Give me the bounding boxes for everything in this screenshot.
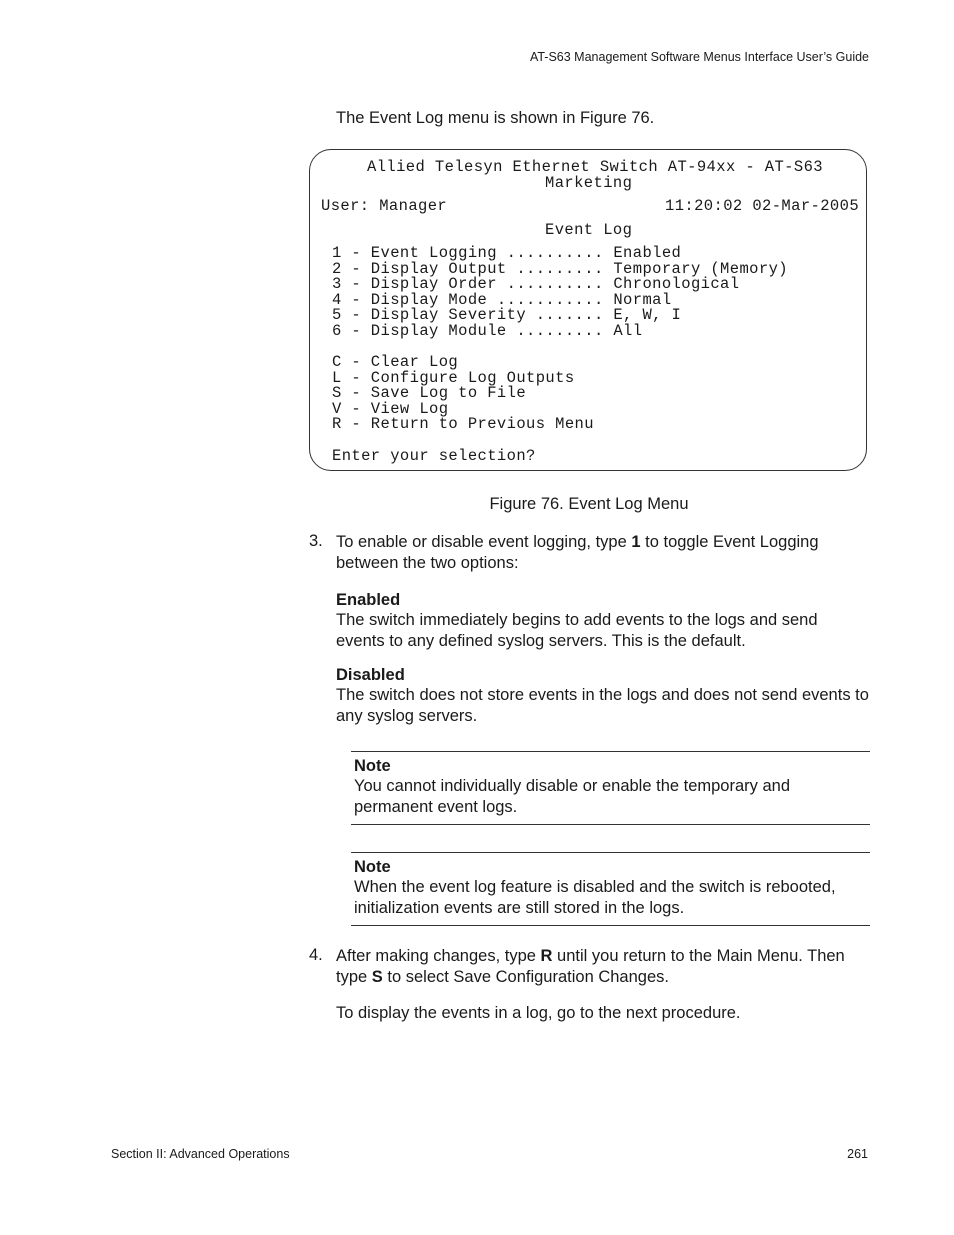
terminal-subtitle: Marketing xyxy=(545,174,633,192)
note-title: Note xyxy=(354,757,391,775)
terminal-screen xyxy=(309,149,867,471)
menu-action-view-log: V - View Log xyxy=(332,400,449,418)
step-4-key-r: R xyxy=(540,947,553,965)
intro-paragraph: The Event Log menu is shown in Figure 76. xyxy=(336,109,655,127)
step-3-text xyxy=(336,532,870,574)
step-3-text-b: to toggle Event Logging between the two options: xyxy=(336,533,819,572)
note-box xyxy=(351,751,870,825)
note-text: You cannot individually disable or enable the temporary and permanent event logs. xyxy=(354,777,791,816)
step-4-text-b: until you return to the Main Menu. Then type xyxy=(336,947,845,986)
step-3-number: 3. xyxy=(309,532,323,550)
disabled-description: The switch does not store events in the logs and does not send events to any syslog servers. xyxy=(336,686,869,725)
terminal-title: Allied Telesyn Ethernet Switch AT-94xx - AT-S63 xyxy=(367,158,823,176)
menu-option-display-mode: 4 - Display Mode ........... Normal xyxy=(332,291,672,309)
figure-caption xyxy=(0,495,954,514)
menu-action-configure-outputs: L - Configure Log Outputs xyxy=(332,369,575,387)
running-header: AT-S63 Management Software Menus Interface User’s Guide xyxy=(529,50,869,64)
menu-action-return: R - Return to Previous Menu xyxy=(332,415,594,433)
menu-action-save-log: S - Save Log to File xyxy=(332,384,527,402)
page-number: 261 xyxy=(847,1147,868,1161)
enabled-description: The switch immediately begins to add events to the logs and send events to any defined syslog servers. This is the default. xyxy=(336,611,818,650)
menu-option-display-module: 6 - Display Module ......... All xyxy=(332,322,643,340)
note-box xyxy=(351,852,870,926)
step-4-number: 4. xyxy=(309,946,323,964)
menu-option-display-severity: 5 - Display Severity ....... E, W, I xyxy=(332,306,682,324)
step-3-key: 1 xyxy=(631,533,641,551)
step-4-text xyxy=(336,946,870,988)
terminal-menu-title: Event Log xyxy=(545,221,633,239)
step-4-text-c: to select Save Configuration Changes. xyxy=(382,968,669,986)
terminal-prompt: Enter your selection? xyxy=(332,447,536,465)
menu-action-clear-log: C - Clear Log xyxy=(332,353,459,371)
terminal-timestamp: 11:20:02 02-Mar-2005 xyxy=(665,197,860,215)
enabled-heading: Enabled xyxy=(336,591,401,609)
menu-option-display-order: 3 - Display Order .......... Chronological xyxy=(332,275,740,293)
menu-option-display-output: 2 - Display Output ......... Temporary (Memory) xyxy=(332,260,788,278)
menu-option-event-logging: 1 - Event Logging .......... Enabled xyxy=(332,244,682,262)
note-title: Note xyxy=(354,858,391,876)
disabled-heading: Disabled xyxy=(336,666,405,684)
followup-paragraph: To display the events in a log, go to the next procedure. xyxy=(336,1004,741,1022)
terminal-user: User: Manager xyxy=(321,197,448,215)
step-4-key-s: S xyxy=(371,968,383,986)
note-text: When the event log feature is disabled and the switch is rebooted, initialization events are still stored in the logs. xyxy=(354,878,836,917)
footer-section: Section II: Advanced Operations xyxy=(111,1147,290,1161)
figure-caption-text: Figure 76. Event Log Menu xyxy=(489,495,689,513)
step-3-text-a: To enable or disable event logging, type xyxy=(336,533,632,551)
step-4-text-a: After making changes, type xyxy=(336,947,541,965)
